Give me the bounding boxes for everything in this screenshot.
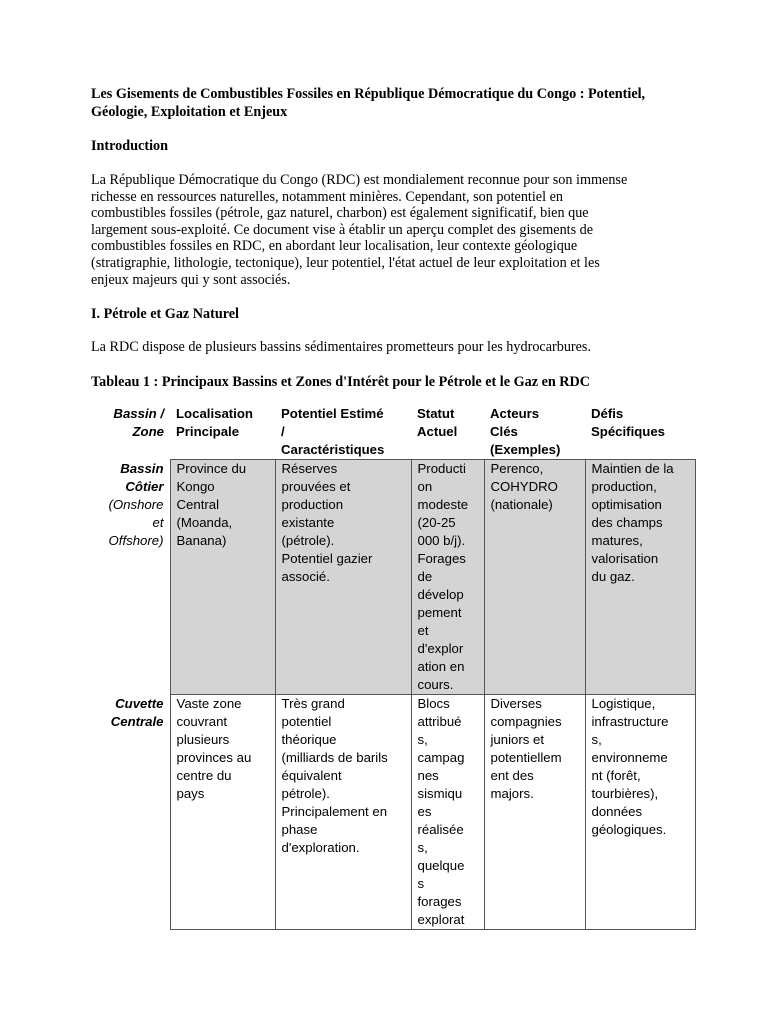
header-cell: Potentiel Estimé / Caractéristiques: [281, 406, 385, 457]
intro-line: enjeux majeurs qui y sont associés.: [91, 271, 291, 288]
potentiel-cell: Réserves prouvées et production existante (pétrole). Potentiel gazier associé.: [275, 460, 411, 695]
header-cell: Statut Actuel: [417, 406, 458, 439]
acteurs-cell: Perenco, COHYDRO (nationale): [484, 460, 585, 695]
localisation-cell: Vaste zone couvrant plusieurs provinces au centre du pays: [170, 695, 275, 930]
statut-cell: Producti on modeste (20-25 000 b/j). Forages de dévelop pement et d'explor ation en cours.: [411, 460, 484, 695]
table-row: [90, 460, 695, 695]
header-cell: Défis Spécifiques: [591, 406, 666, 439]
basins-table: [90, 404, 696, 930]
section-heading: I. Pétrole et Gaz Naturel: [91, 306, 239, 322]
table-caption: Tableau 1 : Principaux Bassins et Zones d'Intérêt pour le Pétrole et le Gaz en RDC: [91, 374, 591, 390]
header-cell: Acteurs Clés (Exemples): [490, 406, 561, 457]
localisation-cell: Province du Kongo Central (Moanda, Banana): [170, 460, 275, 695]
table-row: [90, 695, 695, 930]
intro-line: combustibles fossiles (pétrole, gaz naturel, charbon) est également significatif, bien que: [91, 205, 589, 222]
intro-line: La République Démocratique du Congo (RDC) est mondialement reconnue pour son immense: [91, 172, 628, 188]
intro-line: (stratigraphie, lithologie, tectonique), leur potentiel, l'état actuel de leur exploitation et les: [91, 254, 600, 271]
intro-line: richesse en ressources naturelles, notamment minières. Cependant, son potentiel en: [91, 188, 563, 205]
statut-cell: Blocs attribué s, campag nes sismiqu es réalisée s, quelque s forages explorat: [411, 695, 484, 930]
zone-cell: Bassin Côtier (Onshore et Offshore): [90, 460, 170, 695]
defis-cell: Maintien de la production, optimisation des champs matures, valorisation du gaz.: [585, 460, 695, 695]
header-cell: Localisation Principale: [176, 406, 253, 439]
potentiel-cell: Très grand potentiel théorique (milliards de barils équivalent pétrole). Principalement en phase d'exploration.: [275, 695, 411, 930]
intro-line: largement sous-exploité. Ce document vise à établir un aperçu complet des gisements de: [91, 221, 594, 238]
defis-cell: Logistique, infrastructure s, environneme nt (forêt, tourbières), données géologiques.: [585, 695, 695, 930]
intro-line: combustibles fossiles en RDC, en abordant leur localisation, leur contexte géologique: [91, 238, 578, 255]
acteurs-cell: Diverses compagnies juniors et potentiellem ent des majors.: [484, 695, 585, 930]
intro-paragraph: [91, 172, 691, 288]
table-header-row: [90, 404, 695, 460]
header-cell: Bassin / Zone: [113, 406, 164, 439]
document-title: Les Gisements de Combustibles Fossiles en République Démocratique du Congo : Potentiel, Géologie, Exploitation et Enjeux: [91, 86, 646, 120]
intro-heading: Introduction: [91, 138, 168, 154]
section-paragraph: La RDC dispose de plusieurs bassins sédimentaires prometteurs pour les hydrocarbures.: [91, 339, 592, 355]
zone-cell: Cuvette Centrale: [90, 695, 170, 930]
